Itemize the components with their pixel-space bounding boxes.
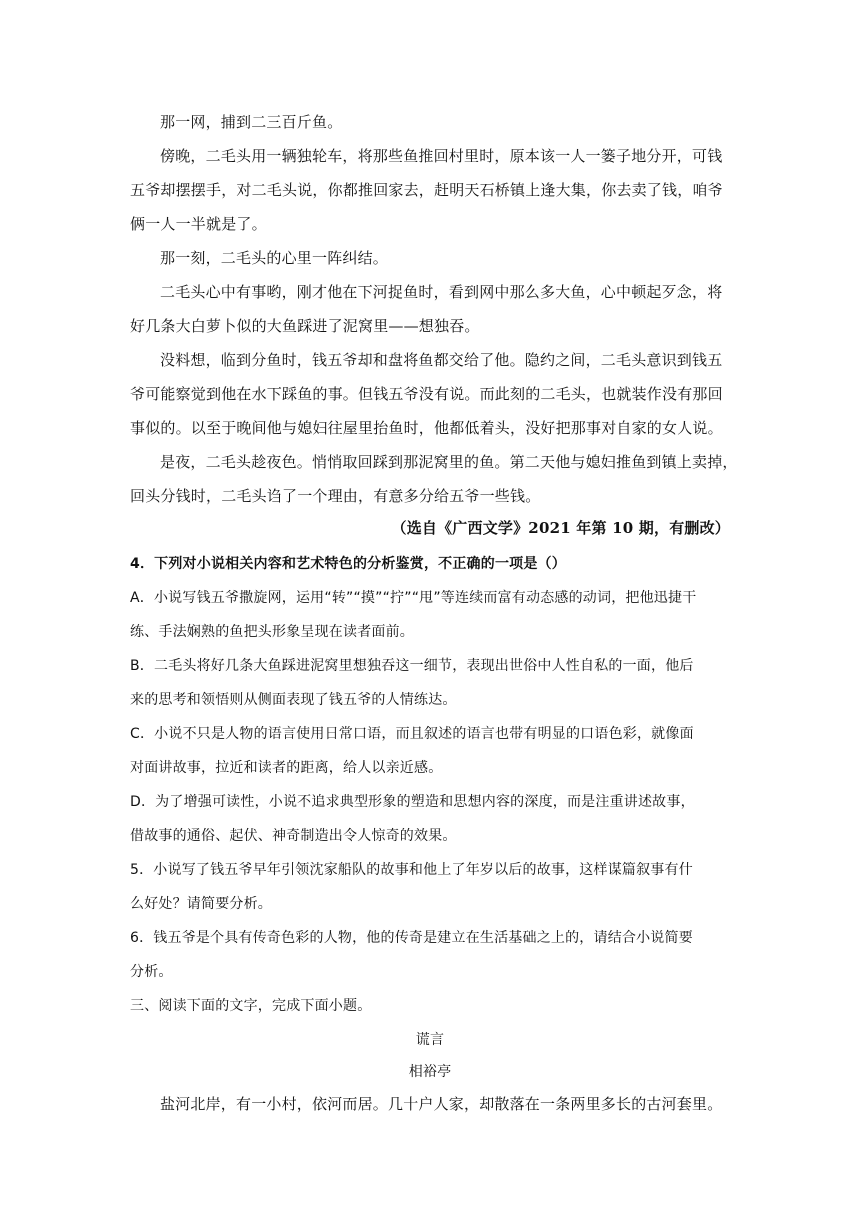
story-paragraph: 二毛头心中有事哟，刚才他在下河捉鱼时，看到网中那么多大鱼，心中顿起歹念，将 <box>160 283 723 301</box>
question-4-option-a-cont: 练、手法娴熟的鱼把头形象呈现在读者面前。 <box>130 624 414 640</box>
question-5: 5．小说写了钱五爷早年引领沈家船队的故事和他上了年岁以后的故事，这样谋篇叙事有什 <box>130 862 693 878</box>
story-paragraph: 那一网，捕到二三百斤鱼。 <box>160 113 343 131</box>
question-4-option-d: D．为了增强可读性，小说不追求典型形象的塑造和思想内容的深度，而是注重讲述故事， <box>130 794 695 810</box>
question-6-cont: 分析。 <box>130 964 173 980</box>
question-4-option-c: C．小说不只是人物的语言使用日常口语，而且叙述的语言也带有明显的口语色彩，就像面 <box>130 726 694 742</box>
story-paragraph-line: 爷可能察觉到他在水下踩鱼的事。但钱五爷没有说。而此刻的二毛头，也就装作没有那回 <box>130 385 723 403</box>
question-4-stem: 4．下列对小说相关内容和艺术特色的分析鉴赏，不正确的一项是（） <box>130 556 566 572</box>
question-5-cont: 么好处？请简要分析。 <box>130 896 272 912</box>
source-citation: （选自《广西文学》2021 年第 10 期，有删改） <box>391 519 730 537</box>
section-3-heading: 三、阅读下面的文字，完成下面小题。 <box>130 998 372 1014</box>
question-4-option-b-cont: 来的思考和领悟则从侧面表现了钱五爷的人情练达。 <box>130 692 457 708</box>
question-4-option-c-cont: 对面讲故事，拉近和读者的距离，给人以亲近感。 <box>130 760 443 776</box>
story-paragraph-line: 五爷却摆摆手，对二毛头说，你都推回家去，赶明天石桥镇上逢大集，你去卖了钱，咱爷 <box>130 181 723 199</box>
story-paragraph: 是夜，二毛头趁夜色。悄悄取回踩到那泥窝里的鱼。第二天他与媳妇推鱼到镇上卖掉， <box>160 453 738 471</box>
story-author: 相裕亭 <box>408 1064 452 1080</box>
question-4-option-a: A．小说写钱五爷撒旋网，运用“转”“摸”“拧”“甩”等连续而富有动态感的动词，把他迅捷干 <box>130 590 697 606</box>
question-4-option-d-cont: 借故事的通俗、起伏、神奇制造出令人惊奇的效果。 <box>130 828 457 844</box>
story-paragraph-line: 好几条大白萝卜似的大鱼踩进了泥窝里——想独吞。 <box>130 317 480 335</box>
story-paragraph-line: 回头分钱时，二毛头诌了一个理由，有意多分给五爷一些钱。 <box>130 487 541 505</box>
story-first-line: 盐河北岸，有一小村，依河而居。几十户人家，却散落在一条两里多长的古河套里。 <box>160 1095 723 1113</box>
question-6: 6．钱五爷是个具有传奇色彩的人物，他的传奇是建立在生活基础之上的，请结合小说简要 <box>130 930 693 946</box>
story-paragraph: 那一刻，二毛头的心里一阵纠结。 <box>160 249 389 267</box>
question-4-option-b: B．二毛头将好几条大鱼踩进泥窝里想独吞这一细节，表现出世俗中人性自私的一面，他后 <box>130 658 694 674</box>
story-paragraph: 傍晚，二毛头用一辆独轮车，将那些鱼推回村里时，原本该一人一篓子地分开，可钱 <box>160 147 723 165</box>
story-paragraph: 没料想，临到分鱼时，钱五爷却和盘将鱼都交给了他。隐约之间，二毛头意识到钱五 <box>160 351 723 369</box>
story-paragraph-line: 俩一人一半就是了。 <box>130 215 267 233</box>
story-paragraph-line: 事似的。以至于晚间他与媳妇往屋里抬鱼时，他都低着头，没好把那事对自家的女人说。 <box>130 419 723 437</box>
story-title: 谎言 <box>415 1032 445 1048</box>
